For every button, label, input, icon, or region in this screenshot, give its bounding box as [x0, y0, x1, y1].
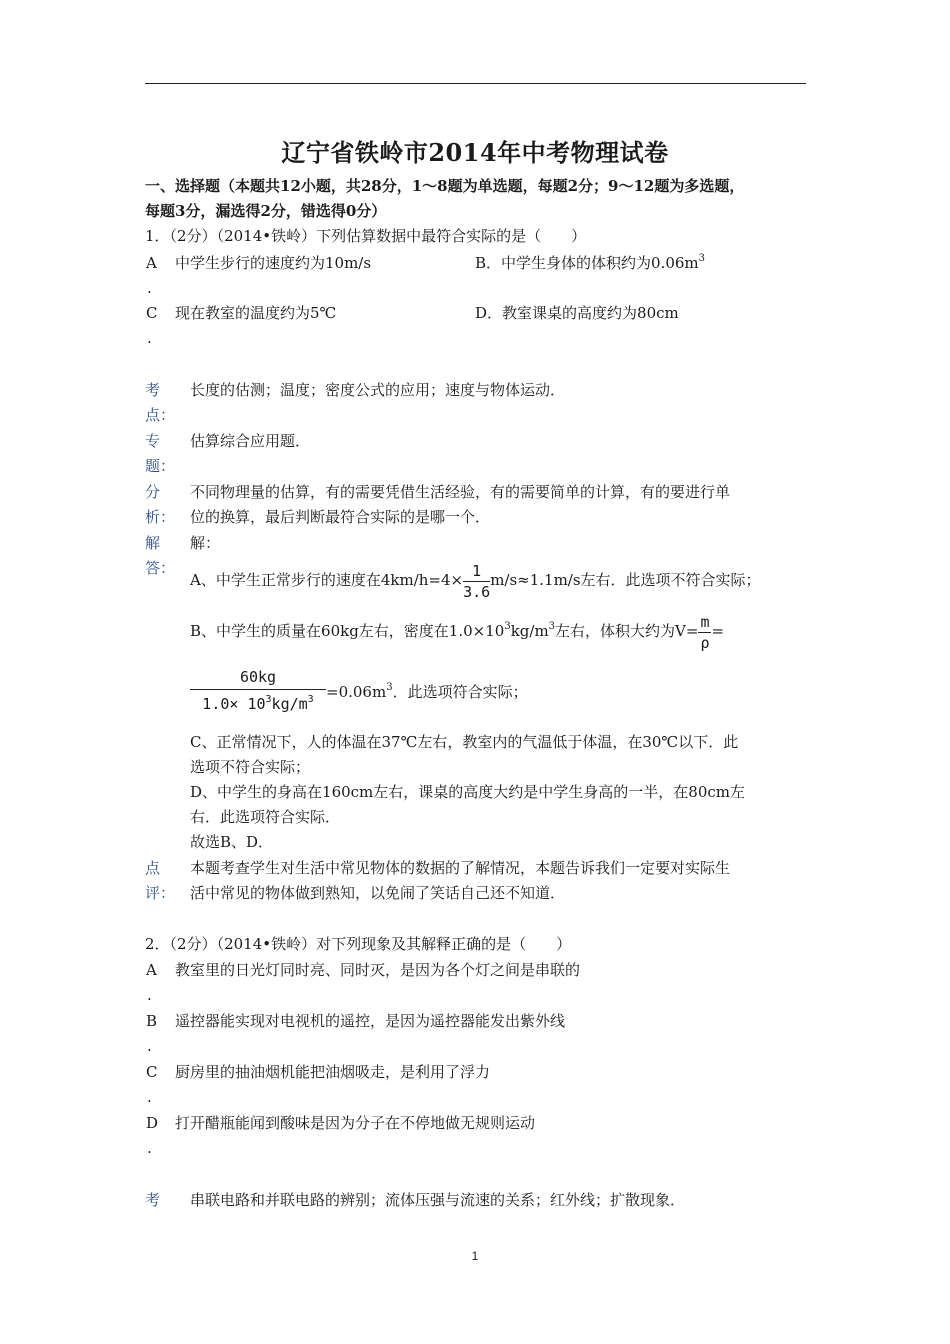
q1-kaodian: 长度的估测；温度；密度公式的应用；速度与物体运动．: [190, 381, 566, 399]
q1-fenxi-line2: 位的换算，最后判断最符合实际的是哪一个．: [190, 508, 491, 526]
q1-solution-b-result: $=0.06m^3$．此选项符合实际；: [326, 682, 528, 701]
q1-kaodian-label-1: 考: [145, 381, 161, 399]
q1-jie: 解：: [190, 534, 221, 552]
q2-stem: 2．（2分）（2014•铁岭）对下列现象及其解释正确的是（ ）: [145, 935, 572, 953]
q1-zhuanti: 估算综合应用题．: [190, 432, 311, 450]
section-heading-line1: 一、选择题（本题共12小题，共28分，1～8题为单选题，每题2分；9～12题为多选题，: [145, 177, 745, 195]
q1-solution-c-line1: C、正常情况下，人的体温在37℃左右，教室内的气温低于体温，在30℃以下．此: [190, 733, 739, 751]
fraction-m-over-rho: $\frac{m}{\rho}$: [700, 612, 710, 652]
q2-option-d: 打开醋瓶能闻到酸味是因为分子在不停地做无规则运动: [175, 1114, 536, 1132]
q1-zhuanti-label-2: 题：: [145, 457, 176, 475]
page-title: 辽宁省铁岭市2014年中考物理试卷: [281, 138, 669, 167]
q1-answer: 故选B、D．: [190, 833, 274, 851]
q2-kaodian-label-1: 考: [145, 1191, 161, 1209]
q1-fenxi-line1: 不同物理量的估算，有的需要凭借生活经验，有的需要简单的计算，有的要进行单: [190, 483, 731, 501]
q1-option-a-letter: A: [146, 254, 157, 272]
q1-dianping-label-2: 评：: [145, 884, 176, 902]
q1-kaodian-label-2: 点：: [145, 406, 176, 424]
q1-dianping-line2: 活中常见的物体做到熟知，以免闹了笑话自己还不知道．: [190, 884, 566, 902]
q1-solution-a: A、中学生正常步行的速度在4km/h=4× $\frac{1}{3.6}$ m/s≈1.1m/s左右．此选项不符合实际；: [190, 561, 761, 601]
q1-option-a-dot: .: [147, 279, 152, 297]
q2-option-a-dot: .: [147, 986, 152, 1004]
q1-solution-d-line2: 右．此选项符合实际．: [190, 808, 341, 826]
q2-option-a: 教室里的日光灯同时亮、同时灭，是因为各个灯之间是串联的: [175, 961, 581, 979]
q2-option-b-dot: .: [147, 1037, 152, 1055]
q2-option-a-letter: A: [146, 961, 157, 979]
q2-option-c: 厨房里的抽油烟机能把油烟吸走，是利用了浮力: [175, 1063, 491, 1081]
q1-option-b: B．中学生身体的体积约为$0.06m^3$: [475, 253, 706, 272]
q2-kaodian: 串联电路和并联电路的辨别；流体压强与流速的关系；红外线；扩散现象．: [190, 1191, 686, 1209]
q1-dianping-label-1: 点: [145, 859, 161, 877]
q1-solution-d-line1: D、中学生的身高在160cm左右，课桌的高度大约是中学生身高的一半，在80cm左: [190, 783, 745, 801]
q1-option-c-letter: C: [146, 304, 158, 322]
q1-solution-c-line2: 选项不符合实际；: [190, 758, 311, 776]
q2-option-b-letter: B: [146, 1012, 158, 1030]
q1-dianping-line1: 本题考查学生对生活中常见物体的数据的了解情况，本题告诉我们一定要对实际生: [190, 859, 731, 877]
q1-jieda-label-2: 答：: [145, 559, 176, 577]
q1-fenxi-label-1: 分: [145, 483, 161, 501]
header-rule: [145, 83, 806, 84]
fraction-60kg-over-density: 60kg $1.0\times 10^3kg/m^3$: [190, 666, 326, 715]
q1-solution-b: B、中学生的质量在60kg左右，密度在$1.0\times 10^3kg/m^3$左右，体积大约为V= $\frac{m}{\rho}$ =: [190, 612, 725, 652]
q2-option-d-letter: D: [146, 1114, 159, 1132]
q1-stem: 1．（2分）（2014•铁岭）下列估算数据中最符合实际的是（ ）: [145, 227, 587, 245]
page-number: 1: [471, 1249, 479, 1263]
q1-option-d: D．教室课桌的高度约为80cm: [475, 304, 679, 322]
q1-option-a: 中学生步行的速度约为10m/s: [175, 254, 372, 272]
q1-fenxi-label-2: 析：: [145, 508, 176, 526]
q1-option-c-dot: .: [147, 329, 152, 347]
fraction-1-over-3.6: $\frac{1}{3.6}$: [463, 561, 491, 601]
q2-option-b: 遥控器能实现对电视机的遥控，是因为遥控器能发出紫外线: [175, 1012, 566, 1030]
q2-option-d-dot: .: [147, 1139, 152, 1157]
q1-option-c: 现在教室的温度约为5℃: [175, 304, 337, 322]
section-heading-line2: 每题3分，漏选得2分，错选得0分）: [145, 202, 387, 220]
q1-zhuanti-label-1: 专: [145, 432, 161, 450]
q2-option-c-letter: C: [146, 1063, 158, 1081]
q2-option-c-dot: .: [147, 1088, 152, 1106]
q1-jieda-label-1: 解: [145, 534, 161, 552]
